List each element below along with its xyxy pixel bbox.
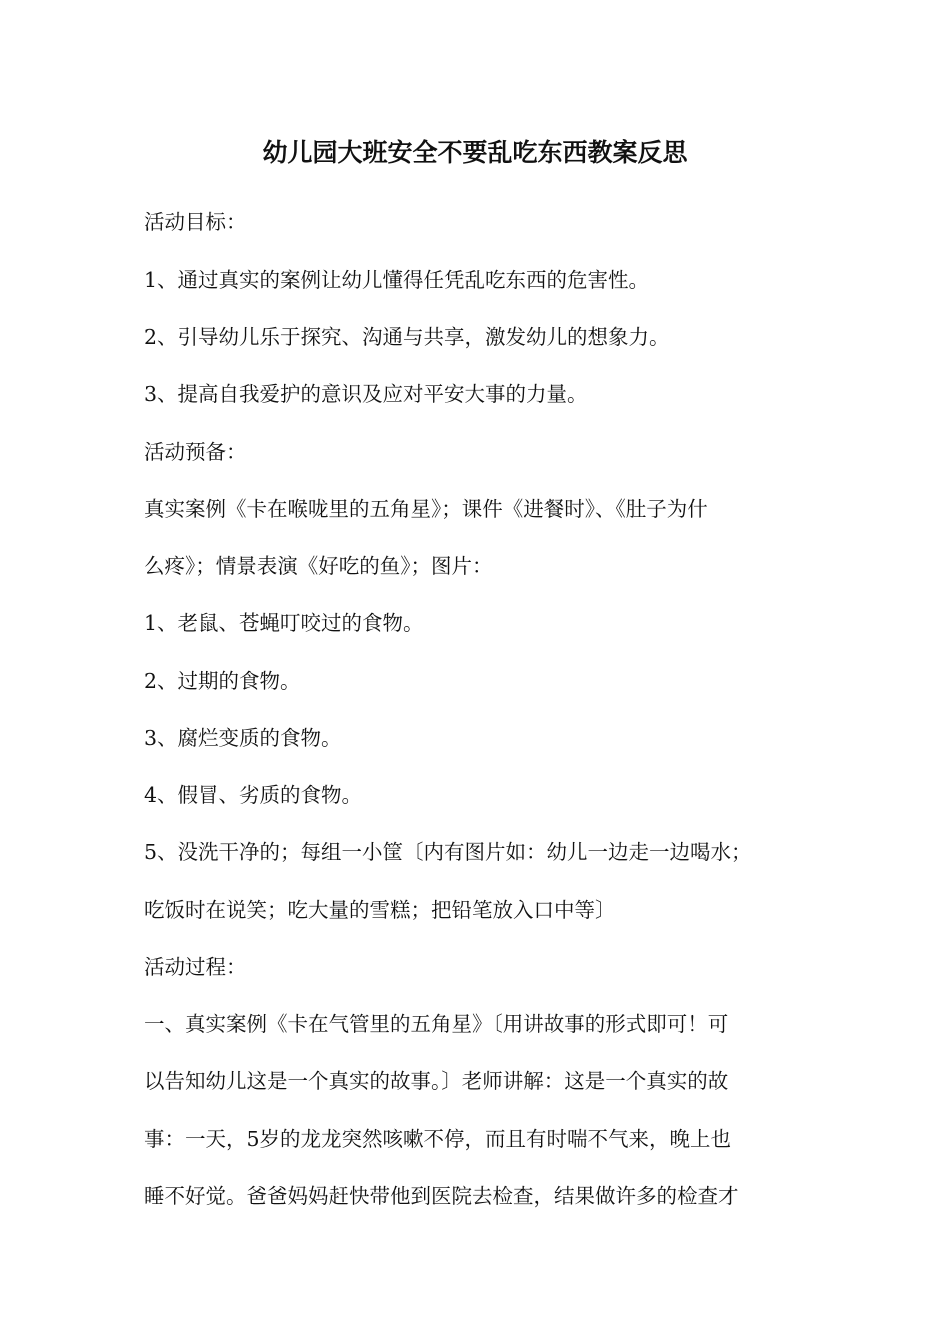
text-line: 事：一天，5岁的龙龙突然咳嗽不停，而且有时喘不气来，晚上也 — [144, 1127, 732, 1151]
text-line-goals-heading: 活动目标： — [144, 210, 247, 234]
text-line: 2、过期的食物。 — [144, 669, 301, 693]
text-line: 3、腐烂变质的食物。 — [144, 726, 342, 750]
document-title: 幼儿园大班安全不要乱吃东西教案反思 — [262, 138, 688, 167]
text-line: 睡不好觉。爸爸妈妈赶快带他到医院去检查，结果做许多的检查才 — [144, 1184, 739, 1208]
text-line: 5、没洗干净的；每组一小筐〔内有图片如：幼儿一边走一边喝水； — [144, 840, 752, 864]
text-line: 真实案例《卡在喉咙里的五角星》；课件《进餐时》、《肚子为什 — [144, 497, 708, 521]
text-line: 一、真实案例《卡在气管里的五角星》〔用讲故事的形式即可！可 — [144, 1012, 729, 1036]
text-line-preparation-heading: 活动预备： — [144, 440, 247, 464]
text-line: 2、引导幼儿乐于探究、沟通与共享，激发幼儿的想象力。 — [144, 325, 670, 349]
text-line: 1、通过真实的案例让幼儿懂得任凭乱吃东西的危害性。 — [144, 268, 650, 292]
text-line-process-heading: 活动过程： — [144, 955, 247, 979]
text-line: 以告知幼儿这是一个真实的故事。〕老师讲解：这是一个真实的故 — [144, 1069, 729, 1093]
text-line: 吃饭时在说笑；吃大量的雪糕；把铅笔放入口中等〕 — [144, 898, 616, 922]
text-line: 4、假冒、劣质的食物。 — [144, 783, 363, 807]
text-line: 3、提高自我爱护的意识及应对平安大事的力量。 — [144, 382, 588, 406]
text-line: 么疼》；情景表演《好吃的鱼》；图片： — [144, 554, 493, 578]
text-line: 1、老鼠、苍蝇叮咬过的食物。 — [144, 611, 424, 635]
